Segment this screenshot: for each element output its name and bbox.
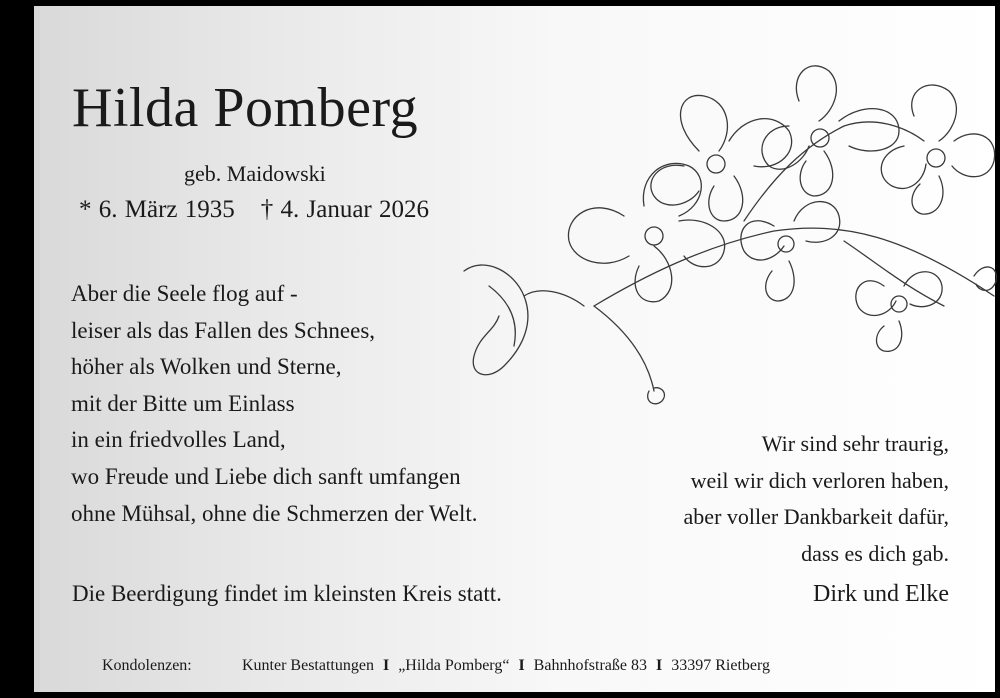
poem-line: mit der Bitte um Einlass xyxy=(71,390,295,416)
poem-line: wo Freude und Liebe dich sanft umfangen xyxy=(71,463,461,489)
street-address: Bahnhofstraße 83 xyxy=(533,657,647,674)
death-date: † 4. Januar 2026 xyxy=(260,196,429,223)
orchid-sketch-icon xyxy=(444,46,999,416)
farewell-line: aber voller Dankbarkeit dafür, xyxy=(683,504,949,530)
farewell-line: weil wir dich verloren haben, xyxy=(690,467,949,493)
poem xyxy=(71,276,478,532)
condolence-label: Kondolenzen: xyxy=(102,657,192,674)
poem-line: Aber die Seele flog auf - xyxy=(71,281,298,306)
poem-line: leiser als das Fallen des Schnees, xyxy=(71,317,376,343)
birth-name: geb. Maidowski xyxy=(184,161,326,186)
reference-name: „Hilda Pomberg“ xyxy=(398,657,510,674)
funeral-home: Kunter Bestattungen xyxy=(242,657,374,674)
life-dates xyxy=(79,196,429,224)
farewell-line: dass es dich gab. xyxy=(801,540,949,566)
birth-date: * 6. März 1935 xyxy=(79,196,235,223)
farewell-verse xyxy=(684,426,949,572)
farewell-line: Wir sind sehr traurig, xyxy=(761,431,949,456)
deceased-name: Hilda Pomberg xyxy=(72,77,419,139)
separator: I xyxy=(655,657,663,674)
obituary-card xyxy=(34,6,995,692)
burial-note: Die Beerdigung findet im kleinsten Kreis statt. xyxy=(72,581,502,606)
condolence-footer xyxy=(102,657,770,675)
poem-line: in ein friedvolles Land, xyxy=(71,427,286,453)
separator: I xyxy=(382,657,390,674)
signers: Dirk und Elke xyxy=(813,581,949,607)
poem-line: ohne Mühsal, ohne die Schmerzen der Welt. xyxy=(71,500,478,526)
poem-line: höher als Wolken und Sterne, xyxy=(71,354,342,380)
separator: I xyxy=(518,657,525,674)
city-address: 33397 Rietberg xyxy=(671,657,771,674)
